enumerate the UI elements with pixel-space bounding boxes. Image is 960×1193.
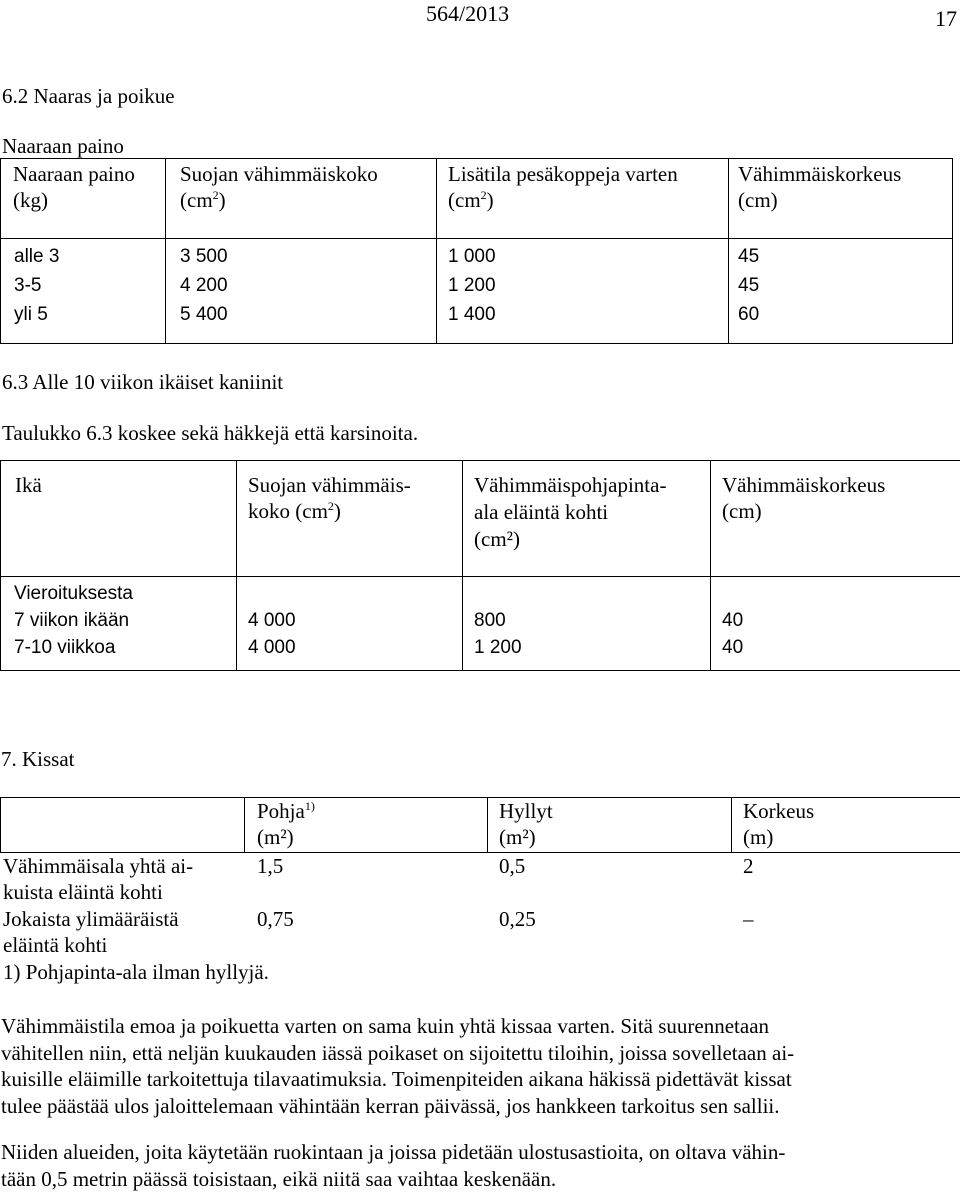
table-caption: Naaraan paino bbox=[2, 134, 124, 158]
table-cell: alle 3 3-5 yli 5 bbox=[14, 246, 60, 325]
table-header-cell: Pohja$^{1)}$ (m²) bbox=[257, 799, 315, 849]
table-header-cell: Korkeus (m) bbox=[743, 799, 815, 849]
table-header-cell: Vähimmäispohjapinta- ala eläintä kohti (cm²) bbox=[474, 473, 667, 551]
table-cell: 45 45 60 bbox=[738, 246, 760, 325]
section-heading-6-2: 6.2 Naaras ja poikue bbox=[2, 84, 175, 108]
table-cell: 3 500 4 200 5 400 bbox=[180, 246, 228, 325]
table-header-cell: Hyllyt (m²) bbox=[499, 799, 553, 849]
table-header-cell: Vähimmäiskorkeus (cm) bbox=[738, 162, 902, 212]
body-paragraph: Niiden alueiden, joita käytetään ruokintaan ja joissa pidetään ulostusastioita, on oltava vähin- tään 0,5 metrin päässä toisistaan, eikä niitä saa vaihtaa keskenään. bbox=[1, 1140, 786, 1191]
body-paragraph: Vähimmäistila emoa ja poikuetta varten on sama kuin yhtä kissaa varten. Sitä suurennetaan vähitellen niin, että neljän kuukauden iässä poikaset on sijoitettu tiloihin, joissa sovelletaan ai- kuisille eläimille tarkoitettuja tilavaatimuksia. Toimenpiteiden aikana häkissä pidettävät kissat tulee päästää ulos jaloittelemaan vähintään kerran päivässä, jos hankkeen tarkoitus sen sallii. bbox=[1, 1014, 795, 1118]
table-footnote: 1) Pohjapinta-ala ilman hyllyjä. bbox=[3, 960, 269, 984]
table-cell: – bbox=[743, 907, 754, 931]
table-note: Taulukko 6.3 koskee sekä häkkejä että karsinoita. bbox=[2, 421, 419, 445]
table-cell: Vieroituksesta 7 viikon ikään 7-10 viikkoa bbox=[14, 583, 133, 658]
table-cell: 4 000 4 000 bbox=[248, 610, 296, 658]
table-cell: 1 000 1 200 1 400 bbox=[448, 246, 496, 325]
table-header-cell: Vähimmäiskorkeus (cm) bbox=[722, 473, 886, 523]
table-header-cell: Suojan vähimmäis- koko $(cm^2)$ bbox=[248, 473, 411, 523]
table-cell: 40 40 bbox=[722, 610, 744, 658]
table-cell: 0,75 bbox=[257, 907, 294, 931]
table-header-cell: Naaraan paino (kg) bbox=[13, 162, 135, 212]
table-cell: 1,5 bbox=[257, 854, 284, 878]
table-cell: 0,5 bbox=[499, 854, 526, 878]
table-header-cell: Suojan vähimmäiskoko $(cm^2)$ bbox=[180, 162, 378, 212]
table-header-cell: Ikä bbox=[15, 473, 42, 497]
table-row-label: Vähimmäisala yhtä ai- kuista eläintä kohti bbox=[3, 854, 194, 904]
table-row-label: Jokaista ylimääräistä eläintä kohti bbox=[3, 907, 179, 957]
table-header-cell: Lisätila pesäkoppeja varten $(cm^2)$ bbox=[448, 162, 678, 212]
page-number: 17 bbox=[935, 6, 957, 31]
table-cell: 800 1 200 bbox=[474, 610, 522, 658]
section-heading-7: 7. Kissat bbox=[1, 747, 75, 771]
document-number: 564/2013 bbox=[426, 1, 510, 26]
table-cell: 0,25 bbox=[499, 907, 536, 931]
table-cell: 2 bbox=[743, 854, 754, 878]
section-heading-6-3: 6.3 Alle 10 viikon ikäiset kaniinit bbox=[2, 370, 284, 394]
